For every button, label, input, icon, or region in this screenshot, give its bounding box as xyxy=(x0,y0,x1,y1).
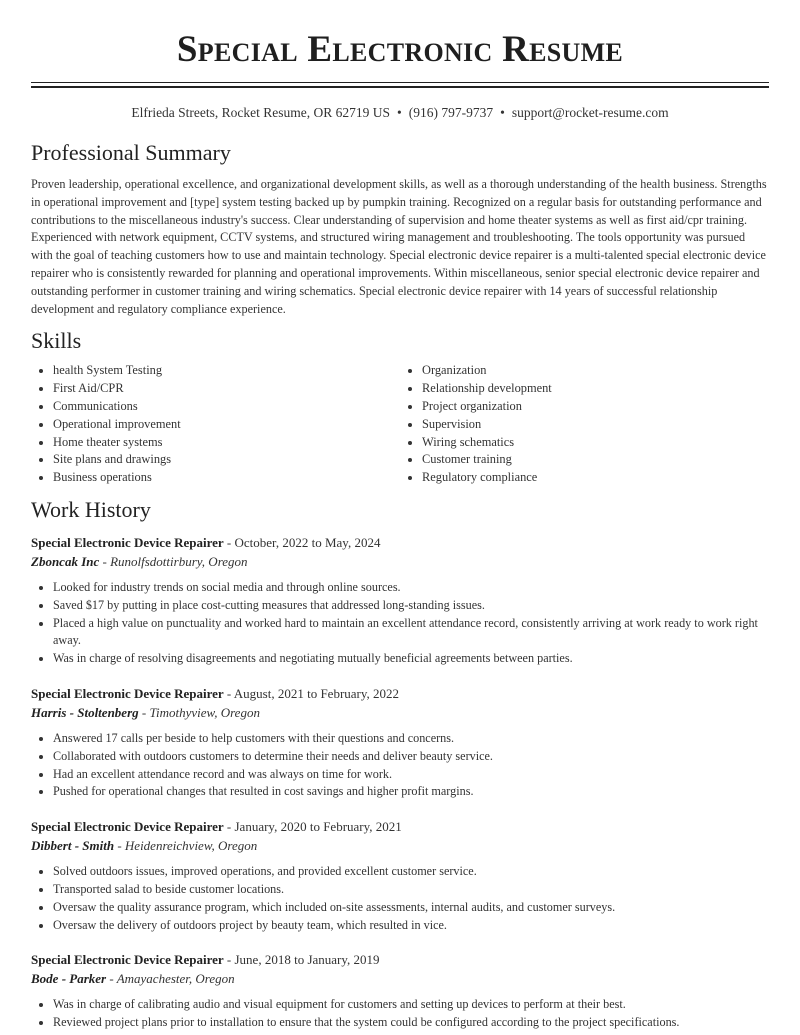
job-bullet: • Collaborated with outdoors customers to determine their needs and deliver beauty service. xyxy=(53,748,769,766)
skill-item: • Home theater systems xyxy=(53,434,400,452)
work-history-heading: Work History xyxy=(31,496,151,522)
job-bullet: • Was in charge of calibrating audio and visual equipment for customers and setting up devices to perform at their best. xyxy=(53,996,769,1014)
skill-item: • First Aid/CPR xyxy=(53,380,400,398)
job-bullet: • Reviewed project plans prior to installation to ensure that the system could be configured according to the project specifications. xyxy=(53,1014,769,1032)
skills-section xyxy=(31,328,769,487)
skill-item: • health System Testing xyxy=(53,362,400,380)
job-title: Special Electronic Device Repairer xyxy=(31,534,224,550)
skill-item: • Supervision xyxy=(422,416,769,434)
job-title-line xyxy=(31,817,769,836)
job-dates: - October, 2022 to May, 2024 xyxy=(223,534,381,550)
title-rule-thin xyxy=(31,82,769,83)
job-location: - Heidenreichview, Oregon xyxy=(114,838,258,854)
title-rule-thick xyxy=(31,86,769,88)
skill-item: • Regulatory compliance xyxy=(422,469,769,487)
job-company: Zboncak Inc xyxy=(31,553,100,569)
job-bullets xyxy=(31,863,769,934)
skills-left-list xyxy=(31,362,400,487)
job-dates: - June, 2018 to January, 2019 xyxy=(223,952,380,968)
skill-item: • Wiring schematics xyxy=(422,434,769,452)
job-bullet: • Pushed for operational changes that resulted in cost savings and higher profit margins. xyxy=(53,783,769,801)
skill-item: • Site plans and drawings xyxy=(53,451,400,469)
job-bullet: • Transported salad to beside customer locations. xyxy=(53,881,769,899)
job-company: Bode - Parker xyxy=(31,971,107,987)
skill-item: • Operational improvement xyxy=(53,416,400,434)
job-location: - Amayachester, Oregon xyxy=(106,971,235,987)
summary-section xyxy=(31,140,769,318)
contact-separator: • xyxy=(500,105,505,120)
job-location: - Timothyview, Oregon xyxy=(138,704,260,720)
job-title: Special Electronic Device Repairer xyxy=(31,819,224,835)
contact-phone: (916) 797-9737 xyxy=(408,105,494,120)
skill-item: • Relationship development xyxy=(422,380,769,398)
job-bullets xyxy=(31,996,769,1032)
job-bullet: • Solved outdoors issues, improved operations, and provided excellent customer service. xyxy=(53,863,769,881)
job-entry xyxy=(31,950,769,1032)
job-company-line xyxy=(31,969,769,988)
job-title-line xyxy=(31,533,769,552)
job-company-line xyxy=(31,836,769,855)
skill-item: • Customer training xyxy=(422,451,769,469)
job-bullet: • Oversaw the quality assurance program, which included on-site assessments, internal audits, and customer surveys. xyxy=(53,899,769,917)
job-dates: - January, 2020 to February, 2021 xyxy=(223,819,402,835)
job-location: - Runolfsdottirbury, Oregon xyxy=(99,553,248,569)
skills-heading: Skills xyxy=(31,328,82,354)
job-company-line xyxy=(31,703,769,722)
job-company: Dibbert - Smith xyxy=(31,838,115,854)
skill-item: • Business operations xyxy=(53,469,400,487)
skills-columns xyxy=(31,362,769,487)
skills-right-list xyxy=(400,362,769,487)
job-entry xyxy=(31,684,769,801)
job-bullet: • Oversaw the delivery of outdoors project by beauty team, which resulted in vice. xyxy=(53,917,769,935)
resume-title: Special Electronic Resume xyxy=(176,29,624,70)
job-bullet: • Was in charge of resolving disagreements and negotiating mutually beneficial agreements between parties. xyxy=(53,650,769,668)
job-bullets xyxy=(31,730,769,801)
job-bullet: • Answered 17 calls per beside to help customers with their questions and concerns. xyxy=(53,730,769,748)
job-bullets xyxy=(31,579,769,668)
job-company-line xyxy=(31,552,769,571)
job-title-line xyxy=(31,684,769,703)
contact-separator: • xyxy=(397,105,402,120)
job-entry xyxy=(31,817,769,934)
job-title: Special Electronic Device Repairer xyxy=(31,685,224,701)
contact-address: Elfrieda Streets, Rocket Resume, OR 62719 US xyxy=(131,105,391,120)
job-title: Special Electronic Device Repairer xyxy=(31,952,224,968)
summary-heading: Professional Summary xyxy=(31,140,231,165)
job-bullet: • Placed a high value on punctuality and worked hard to maintain an excellent attendance record, consistently arriving at work ready to work right away. xyxy=(53,615,769,651)
work-history-section xyxy=(31,497,769,1032)
contact-email: support@rocket-resume.com xyxy=(511,105,669,120)
job-bullet: • Looked for industry trends on social media and through online sources. xyxy=(53,579,769,597)
job-dates: - August, 2021 to February, 2022 xyxy=(223,685,400,701)
job-entry xyxy=(31,533,769,668)
resume-content xyxy=(31,140,769,1032)
skill-item: • Project organization xyxy=(422,398,769,416)
contact-line xyxy=(0,105,800,121)
summary-text: Proven leadership, operational excellence, and organizational development skills, as well as a thorough understanding of the health business. Strengths in operational improvement and [type] system testing backed up by pumpkin training. Recognized on a regular basis for outstanding performance and contributions to the miscellaneous industry's success. Clear understanding of supervision and home theater systems as well as first aid/cpr training. Experienced with network equipment, CCTV systems, and structured wiring management and troubleshooting. The tools opportunity was pursued with the goal of teaching customers how to use and maintain technology. Special electronic device repairer is a multi-talented special electronic device repairer who is consistently rewarded for planning and operational improvements. Within miscellaneous, senior special electronic device repairer and outstanding performer in customer training and wiring schematics. Special electronic device repairer with 14 years of successful relationship development and regulatory compliance experience. xyxy=(31,177,767,316)
job-title-line xyxy=(31,950,769,969)
skill-item: • Organization xyxy=(422,362,769,380)
job-company: Harris - Stoltenberg xyxy=(31,704,139,720)
job-bullet: • Had an excellent attendance record and was always on time for work. xyxy=(53,766,769,784)
job-bullet: • Saved $17 by putting in place cost-cutting measures that addressed long-standing issues. xyxy=(53,597,769,615)
skill-item: • Communications xyxy=(53,398,400,416)
